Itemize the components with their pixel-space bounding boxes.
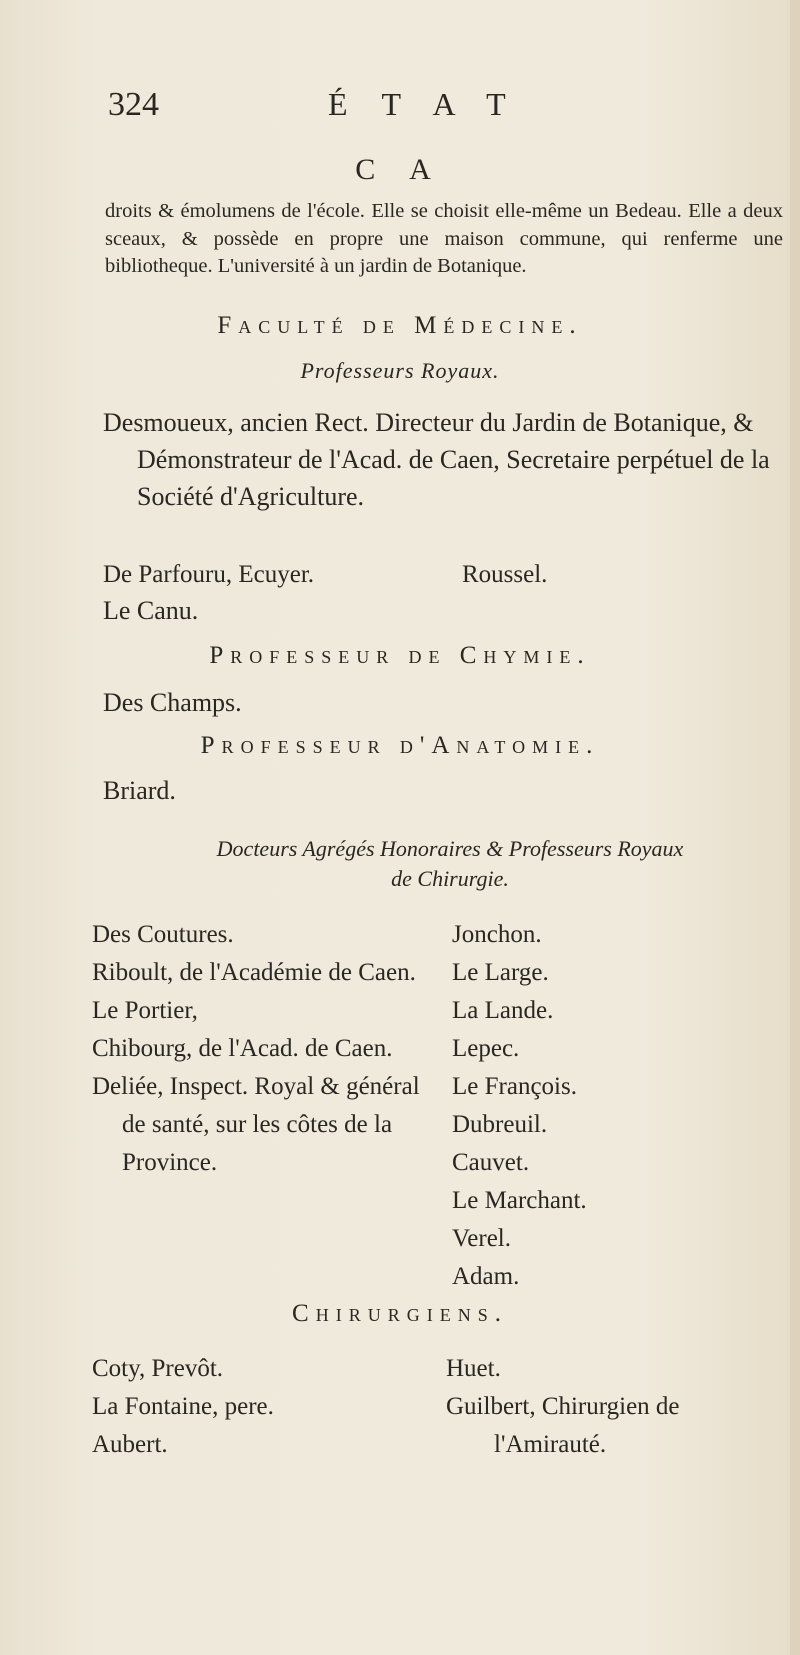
- list-item: La Fontaine, pere.: [92, 1393, 274, 1420]
- chirurgiens-right-column: [446, 1350, 786, 1464]
- list-item: Dubreuil.: [452, 1111, 548, 1138]
- list-item: Guilbert, Chirurgien de l'Amirauté.: [446, 1393, 680, 1458]
- entry-desmoueux: Desmoueux, ancien Rect. Directeur du Jardin de Botanique, & Démonstrateur de l'Acad. de Caen, Secretaire perpétuel de la Société d'Agriculture.: [103, 408, 770, 511]
- list-item: Cauvet.: [452, 1149, 530, 1176]
- running-header: [108, 82, 768, 132]
- faculty-heading: Faculté de Médecine.: [217, 312, 583, 339]
- chirurgiens-heading: Chirurgiens.: [292, 1300, 508, 1327]
- list-item: Le Marchant.: [452, 1187, 587, 1214]
- professeurs-royaux-subheading: Professeurs Royaux.: [300, 358, 500, 383]
- docteurs-right-column: [452, 916, 782, 1296]
- entry-des-champs: Des Champs.: [103, 688, 242, 717]
- docteurs-left-column: [92, 916, 437, 1182]
- list-item: Le Large.: [452, 959, 549, 986]
- list-item: Le François.: [452, 1073, 577, 1100]
- entry-briard: Briard.: [103, 776, 176, 805]
- list-item: Adam.: [452, 1263, 520, 1290]
- intro-paragraph: droits & émolumens de l'école. Elle se choisit elle-même un Bedeau. Elle a deux sceaux, & possède en propre une maison commune, qui renferme une bibliotheque. L'université à un jardin de Botanique.: [105, 200, 783, 277]
- list-item: Aubert.: [92, 1431, 168, 1458]
- docteurs-heading-line1: Docteurs Agrégés Honoraires & Professeurs Royaux: [216, 836, 684, 861]
- list-item: Le Portier,: [92, 997, 198, 1024]
- list-item: Lepec.: [452, 1035, 520, 1062]
- list-item: Des Coutures.: [92, 921, 234, 948]
- list-item: Deliée, Inspect. Royal & général de santé, sur les côtes de la Province.: [92, 1073, 420, 1176]
- list-item: La Lande.: [452, 997, 554, 1024]
- list-item: Huet.: [446, 1355, 501, 1382]
- page-edge: [790, 0, 800, 1655]
- anatomie-heading: Professeur d'Anatomie.: [200, 732, 600, 759]
- entry-de-parfouru: De Parfouru, Ecuyer.: [103, 561, 315, 588]
- list-item: Jonchon.: [452, 921, 542, 948]
- list-item: Coty, Prevôt.: [92, 1355, 224, 1382]
- entry-roussel: Roussel.: [462, 561, 548, 588]
- catchword: C A: [355, 153, 445, 186]
- docteurs-heading-line2: de Chirurgie.: [391, 866, 509, 891]
- chymie-heading: Professeur de Chymie.: [209, 642, 591, 669]
- list-item: Chibourg, de l'Acad. de Caen.: [92, 1035, 393, 1062]
- list-item: Verel.: [452, 1225, 511, 1252]
- entry-le-canu: Le Canu.: [103, 596, 199, 625]
- page-number: 324: [108, 86, 159, 123]
- chirurgiens-left-column: [92, 1350, 437, 1464]
- running-title: ÉTAT: [328, 86, 540, 122]
- list-item: Riboult, de l'Académie de Caen.: [92, 959, 416, 986]
